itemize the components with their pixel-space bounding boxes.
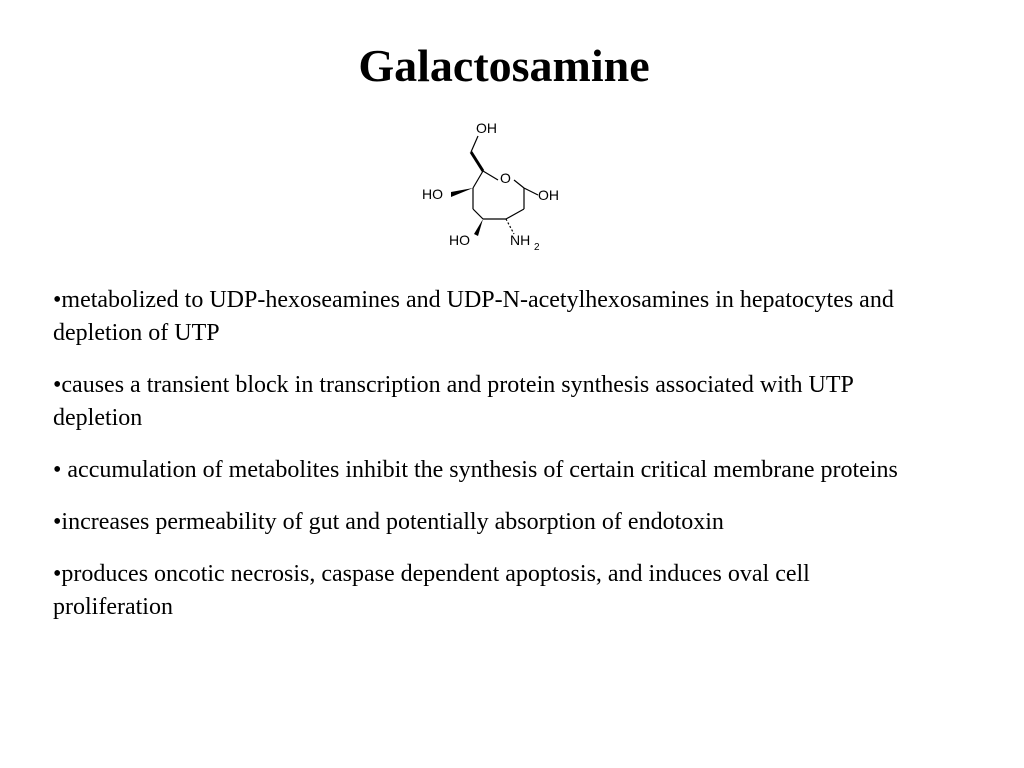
bullet-list [53, 284, 933, 643]
wedge-bond [471, 152, 483, 171]
oh-top-label: OH [476, 120, 497, 136]
nh-subscript-label: 2 [534, 242, 540, 253]
wedge-bond [451, 188, 473, 197]
ring-bond [473, 209, 483, 219]
ring-bond [514, 180, 524, 188]
oh-left-label: HO [422, 186, 443, 202]
nh-label: NH [510, 232, 531, 248]
bullet-item: •causes a transient block in transcription and protein synthesis associated with UTP depletion [53, 372, 854, 431]
bullet-item: • accumulation of metabolites inhibit the synthesis of certain critical membrane proteins [53, 457, 898, 483]
ring-oxygen-label: O [500, 170, 511, 186]
slide-title: Galactosamine [358, 40, 650, 91]
ring-bond [506, 209, 524, 219]
oh-right-label: OH [538, 187, 559, 203]
bond [524, 188, 538, 195]
bullet-item: •metabolized to UDP-hexoseamines and UDP-N-acetylhexosamines in hepatocytes and depletion of UTP [53, 287, 894, 346]
bullet-item: •produces oncotic necrosis, caspase dependent apoptosis, and induces oval cell proliferation [53, 561, 810, 620]
ring-bond [473, 171, 483, 188]
galactosamine-structure-icon [416, 116, 576, 256]
bullet-item: •increases permeability of gut and potentially absorption of endotoxin [53, 509, 724, 535]
ring-bond [483, 171, 498, 180]
wedge-bond [474, 219, 483, 236]
bond [471, 136, 478, 152]
oh-bottom-label: HO [449, 232, 470, 248]
